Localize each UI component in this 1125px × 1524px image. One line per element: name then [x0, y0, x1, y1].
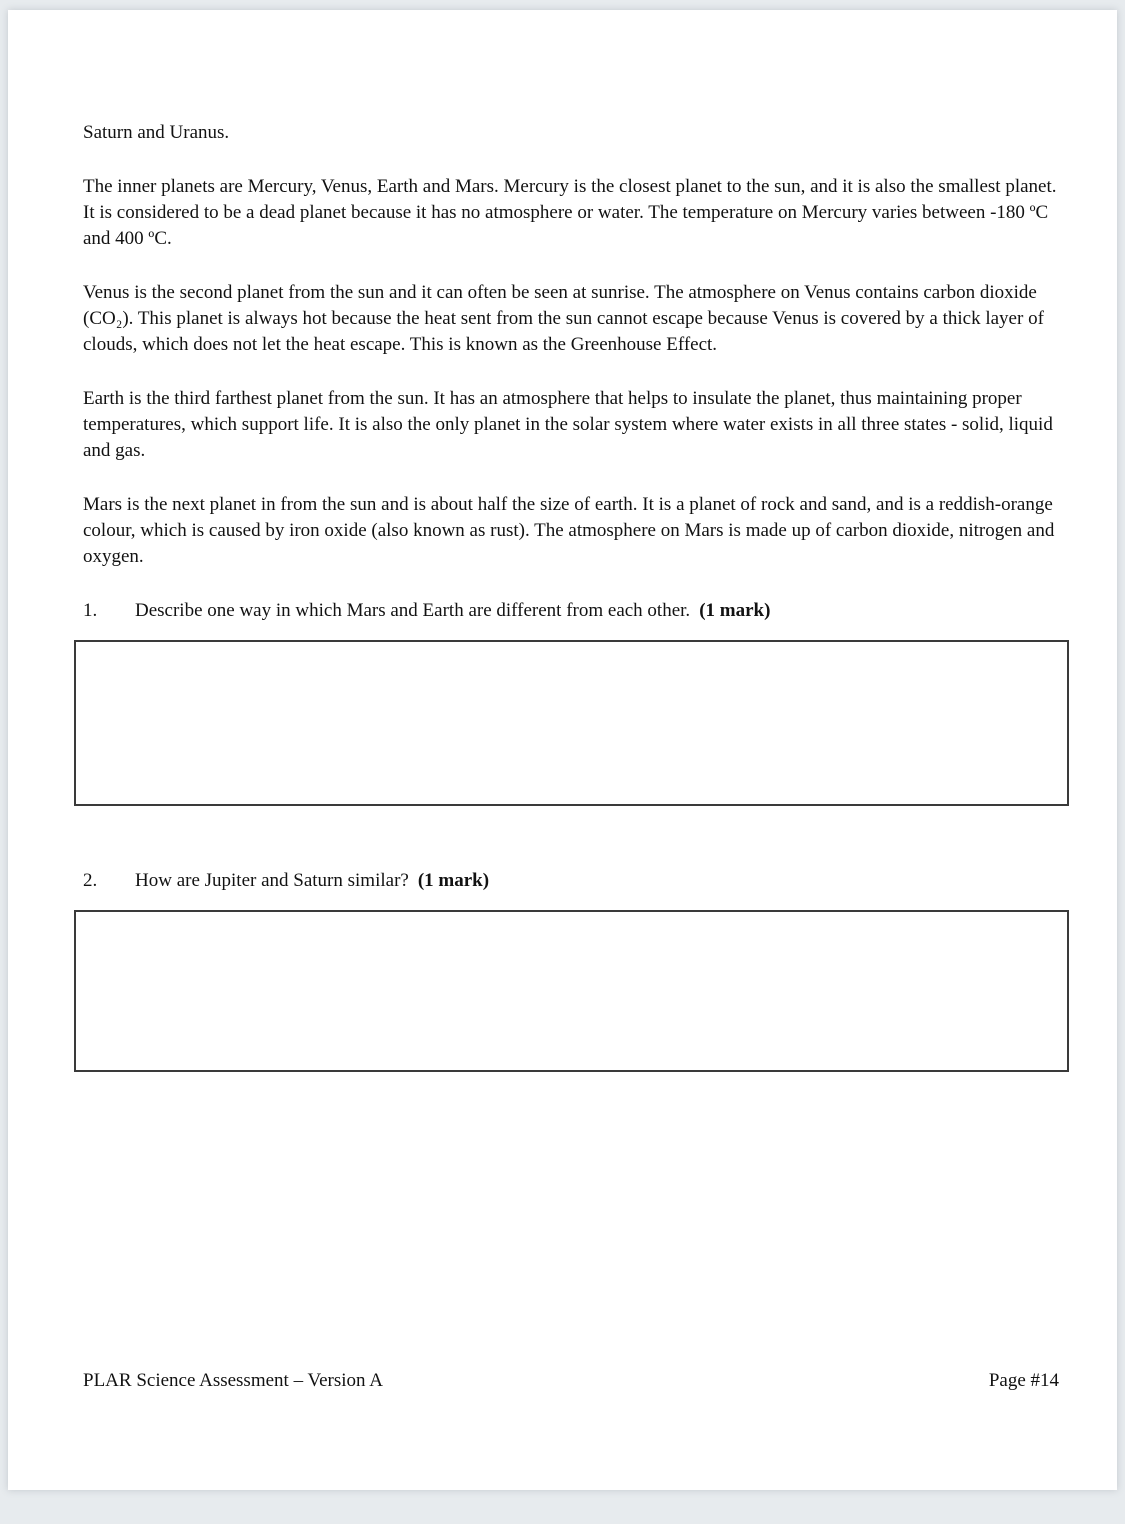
spacer: [83, 806, 1059, 868]
question-1-marks: (1 mark): [699, 600, 771, 621]
question-1-number: 1.: [83, 600, 98, 621]
question-1-line: [83, 598, 1059, 624]
question-2: [83, 868, 1059, 1072]
paragraph-earth: Earth is the third farthest planet from the sun. It has an atmosphere that helps to insulate the planet, thus maintaining proper temperatures, which support life. It is also the only planet in the solar system where water exists in all three states - solid, liquid and gas.: [83, 388, 1053, 461]
question-1-text: Describe one way in which Mars and Earth are different from each other.: [135, 600, 691, 621]
continued-sentence-fragment: Saturn and Uranus.: [83, 122, 230, 143]
paragraph-venus: Venus is the second planet from the sun and it can often be seen at sunrise. The atmosphere on Venus contains carbon dioxide (CO₂). This planet is always hot because the heat sent from the sun cannot escape because Venus is covered by a thick layer of clouds, which does not let the heat escape. This is known as the Greenhouse Effect.: [83, 282, 1044, 355]
question-2-marks: (1 mark): [417, 870, 490, 891]
question-2-number: 2.: [83, 870, 98, 891]
document-page: [8, 10, 1117, 1490]
page-footer: [83, 1368, 1059, 1394]
question-2-line: [83, 868, 1059, 894]
question-2-answer-box[interactable]: [74, 910, 1069, 1072]
footer-page-number: Page #14: [988, 1370, 1059, 1391]
footer-document-title: PLAR Science Assessment – Version A: [83, 1370, 383, 1391]
question-1: [83, 598, 1059, 806]
paragraph-mars: Mars is the next planet in from the sun and is about half the size of earth. It is a planet of rock and sand, and is a reddish-orange colour, which is caused by iron oxide (also known as rust). The atmosphere on Mars is made up of carbon dioxide, nitrogen and oxygen.: [83, 494, 1055, 567]
question-1-answer-box[interactable]: [74, 640, 1069, 806]
question-2-text: How are Jupiter and Saturn similar?: [135, 870, 409, 891]
paragraph-inner-planets: The inner planets are Mercury, Venus, Earth and Mars. Mercury is the closest planet to the sun, and it is also the smallest planet. It is considered to be a dead planet because it has no atmosphere or water. The temperature on Mercury varies between -180 ºC and 400 ºC.: [83, 176, 1057, 249]
